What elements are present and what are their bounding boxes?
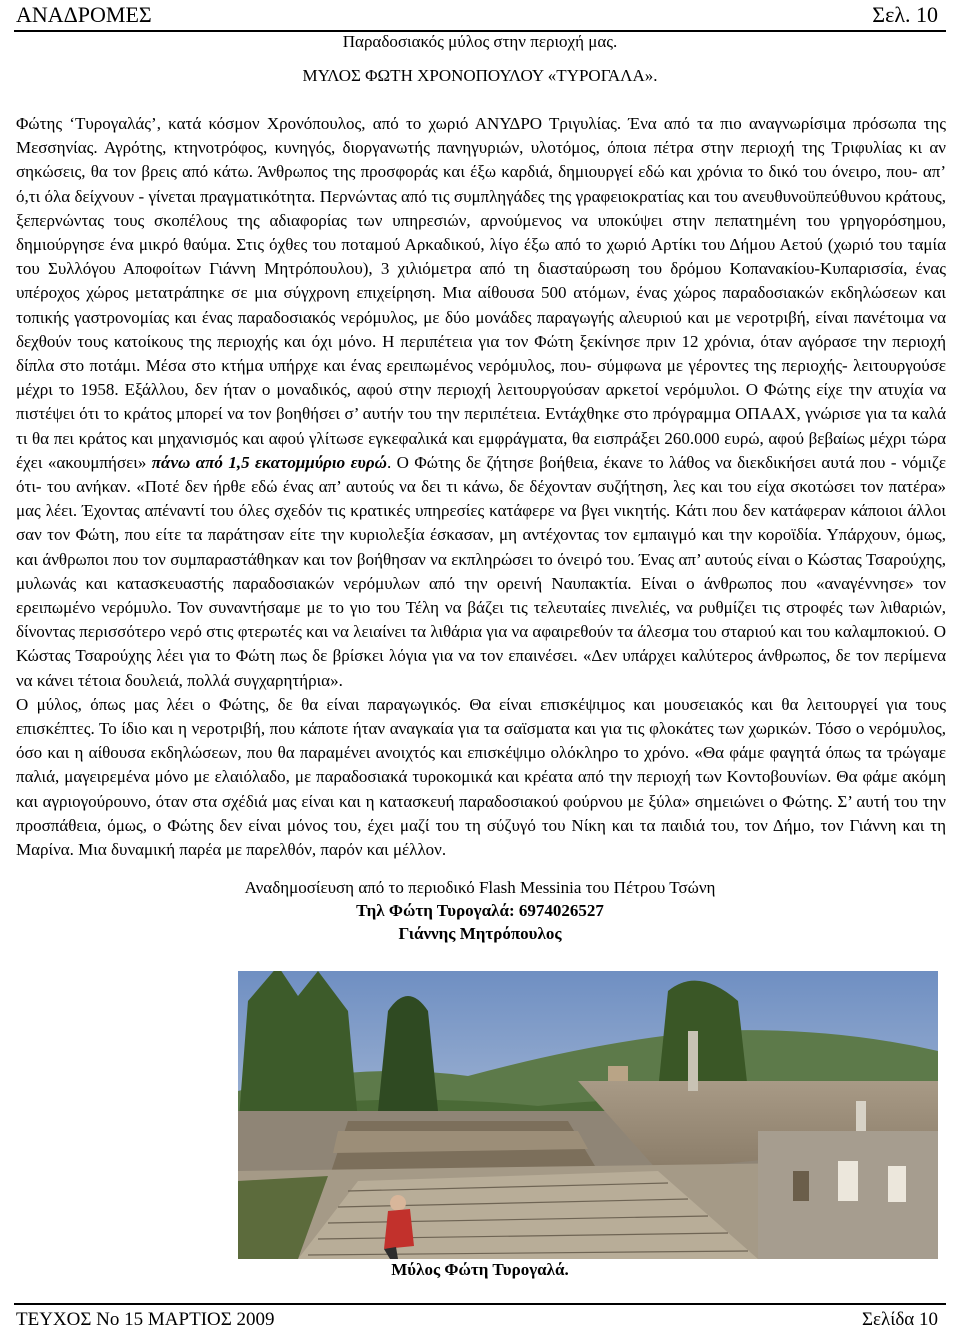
article-title: Παραδοσιακός μύλος στην περιοχή μας.: [342, 32, 618, 51]
phone-line: Τηλ Φώτη Τυρογαλά: 6974026527: [356, 901, 604, 920]
article-text-2: . Ο Φώτης δε ζήτησε βοήθεια, έκανε το λάθος να διεκδικήσει αυτά που - νόμιζε ότι- του ανήκαν. «Ποτέ δεν ήρθε εδώ ένας απ’ αυτούς να δει τι κάνω, δε δέχονταν συζήτηση, λες και του είχα σκοτώσει τον πατέρα» μας λέει. Έχοντας απέναντί του όλες σχεδόν τις κρατικές υπηρεσίες κατάφερε να βγει νικητής. Κάτι που δεν κατάφεραν κάποιοι άλλοι σαν τον Φώτη, που είτε τα παράτησαν είτε την κυριολεξία έσκασαν, μη αντέχοντας τον εμπαιγμό και την κοροϊδία. Υπάρχουν, όμως, και άνθρωποι που τον συμπαραστάθηκαν και τον βοήθησαν να εκπληρώσει το όνειρό του. Ένας απ’ αυτούς είναι ο Κώστας Τσαρούχης, μυλωνάς και κατασκευαστής παραδοσιακών νερόμυλων από την ορεινή Ναυπακτία. Είναι ο άνθρωπος που «αναγέννησε» τον ερειπωμένο νερόμυλο. Τον συναντήσαμε με το γιο του Τέλη να βάζει τις τελευταίες πινελιές, να ρυθμίζει τις στροφές των λιθαριών, δίνοντας περισσότερο νερό στις φτερωτές και να λειαίνει τα λιθάρια για να αφαιρεθούν τα άλεσμα του σταριού και του καλαμποκιού. Ο Κώστας Τσαρούχης λέει για το Φώτη πως δε βρίσκει λόγια για να τον επαινέσει. «Δεν υπάρχει καλύτερος άνθρωπος, δε τον περίμενα να κάνει τέτοια δουλειά, πολλά συγχαρητήρια».: [16, 452, 947, 690]
page-header: [14, 2, 946, 32]
photo-caption: Μύλος Φώτη Τυρογαλά.: [391, 1260, 569, 1279]
magazine-name: ΑΝΑΔΡΟΜΕΣ: [16, 2, 152, 27]
article-emphasis: πάνω από 1,5 εκατομμύριο ευρώ: [151, 452, 387, 472]
credits: [0, 876, 960, 945]
source-line: Αναδημοσίευση από το περιοδικό Flash Messinia του Πέτρου Τσώνη: [244, 878, 716, 897]
issue-info: ΤΕΥΧΟΣ No 15 ΜΑΡΤΙΟΣ 2009: [16, 1309, 275, 1330]
article-text-3: Ο μύλος, όπως μας λέει ο Φώτης, δε θα είναι παραγωγικός. Θα είναι επισκέψιμος και μουσειακός και θα λειτουργεί για τους επισκέπτες. Το ίδιο και η νεροτριβή, που κάποτε ήταν αναγκαία για τα σαϊσματα και για τις φλοκάτες των χωρικών. Τόσο ο νερόμυλος, όσο και η αίθουσα εκδηλώσεων, που θα παραμένει ανοιχτός και επισκέψιμο ολόκληρο το χρόνο. «Θα φάμε φαγητά όπως τα τρώγαμε παλιά, μαγειρεμένα μόνο με ελαιόλαδο, με παραδοσιακά τυροκομικά και κρέατα από την περιοχή των Κοντοβουνίων. Θα φάμε ακόμη και αγριογούρουνο, όταν στα σχέδιά μας είναι και η κατασκευή παραδοσιακού φούρνου με ξύλα» σημειώνει ο Φώτης. Σ’ αυτή του την προσπάθεια, όμως, ο Φώτης δεν είναι μόνος του, έχει μαζί του τη σύζυγό του Νίκη και τα παιδιά του, τον Δήμο, τον Γιάννη και τη Μαρίνα. Μια δυναμική παρέα με παρελθόν, παρόν και μέλλον.: [16, 694, 946, 860]
mill-photo: [238, 971, 938, 1259]
article-text-1: Φώτης ‘Τυρογαλάς’, κατά κόσμον Χρονόπουλος, από το χωριό ΑΝΥΔΡΟ Τριγυλίας. Ένα από τα πιο αναγνωρίσιμα πρόσωπα της Μεσσηνίας. Αγρότης, κτηνοτρόφος, κυνηγός, διοργανωτής πανηγυριών, υλοτόμος, όποια πέτρα στην περιοχή της Τριφυλίας κι αν σηκώσεις, θα τον βρεις από κάτω. Άνθρωπος της προσφοράς και έξω καρδιά, δημιουργεί εδώ και χρόνια το δικό του όνειρο, που- απ’ ό,τι όλα δείχνουν - γίνεται πραγματικότητα. Περνώντας από τις συμπληγάδες της γραφειοκρατίας και του ανευθυνοϋπεύθυνου κράτους, ξεπερνώντας τους σκοπέλους της αδιαφορίας των υπηρεσιών, αρνούμενος να υποκύψει στην πεπατημένη του γρηγορόσημου, δημιούργησε ένα μικρό θαύμα. Στις όχθες του ποταμού Αρκαδικού, λίγο έξω από το χωριό Αρτίκι του Δήμου Αετού (χωριό του ταμία του Συλλόγου Αποφοίτων Γιάννη Μητρόπουλου), 3 χιλιόμετρα από τη διασταύρωση του δρόμου Κοπανακίου-Κυπαρισσία, ένας υπέροχος χώρος μετατράπηκε σε μια σύγχρονη επιχείρηση. Μια αίθουσα 500 ατόμων, ένας χώρος παραδοσιακών εκδηλώσεων και τοπικής γαστρονομίας και ένας παραδοσιακός νερόμυλος, με δύο μονάδες παραγωγής αλευριού και με νεροτριβή, είναι πανέτοιμα να δεχθούν τους κατοίκους της περιοχής και όχι μόνο. Η περιπέτεια για τον Φώτη ξεκίνησε πριν 12 χρόνια, όταν αγόρασε την περιοχή δίπλα στο ποτάμι. Μέσα στο κτήμα υπήρχε και ένας ερειπωμένος νερόμυλος, που- σύμφωνα με γέροντες της περιοχής- λειτουργούσε μέχρι το 1958. Εξάλλου, δεν ήταν ο μοναδικός, αφού στην περιοχή λειτουργούσαν αρκετοί νερόμυλοι. Ο Φώτης είχε την ατυχία να πιστέψει ότι το κράτος μπορεί να τον βοηθήσει σ’ αυτήν του την περιπέτεια. Εντάχθηκε στο πρόγραμμα ΟΠΑΑΧ, γνώρισε για τα καλά τι θα πει κράτος και μηχανισμός και αφού γλίτωσε εγκεφαλικά και εμφράγματα, θα εισπράξει 260.000 ευρώ, αφού βεβαίως μέχρι τώρα έχει «ακουμπήσει»: [16, 114, 946, 472]
page-number-bottom: Σελίδα 10: [861, 1309, 938, 1330]
article-body: [16, 112, 946, 862]
page-number-top: Σελ. 10: [872, 2, 938, 27]
author-name: Γιάννης Μητρόπουλος: [398, 924, 562, 943]
article-subtitle: ΜΥΛΟΣ ΦΩΤΗ ΧΡΟΝΟΠΟΥΛΟΥ «ΤΥΡΟΓΑΛΑ».: [302, 66, 658, 85]
page-footer: [14, 1303, 946, 1331]
